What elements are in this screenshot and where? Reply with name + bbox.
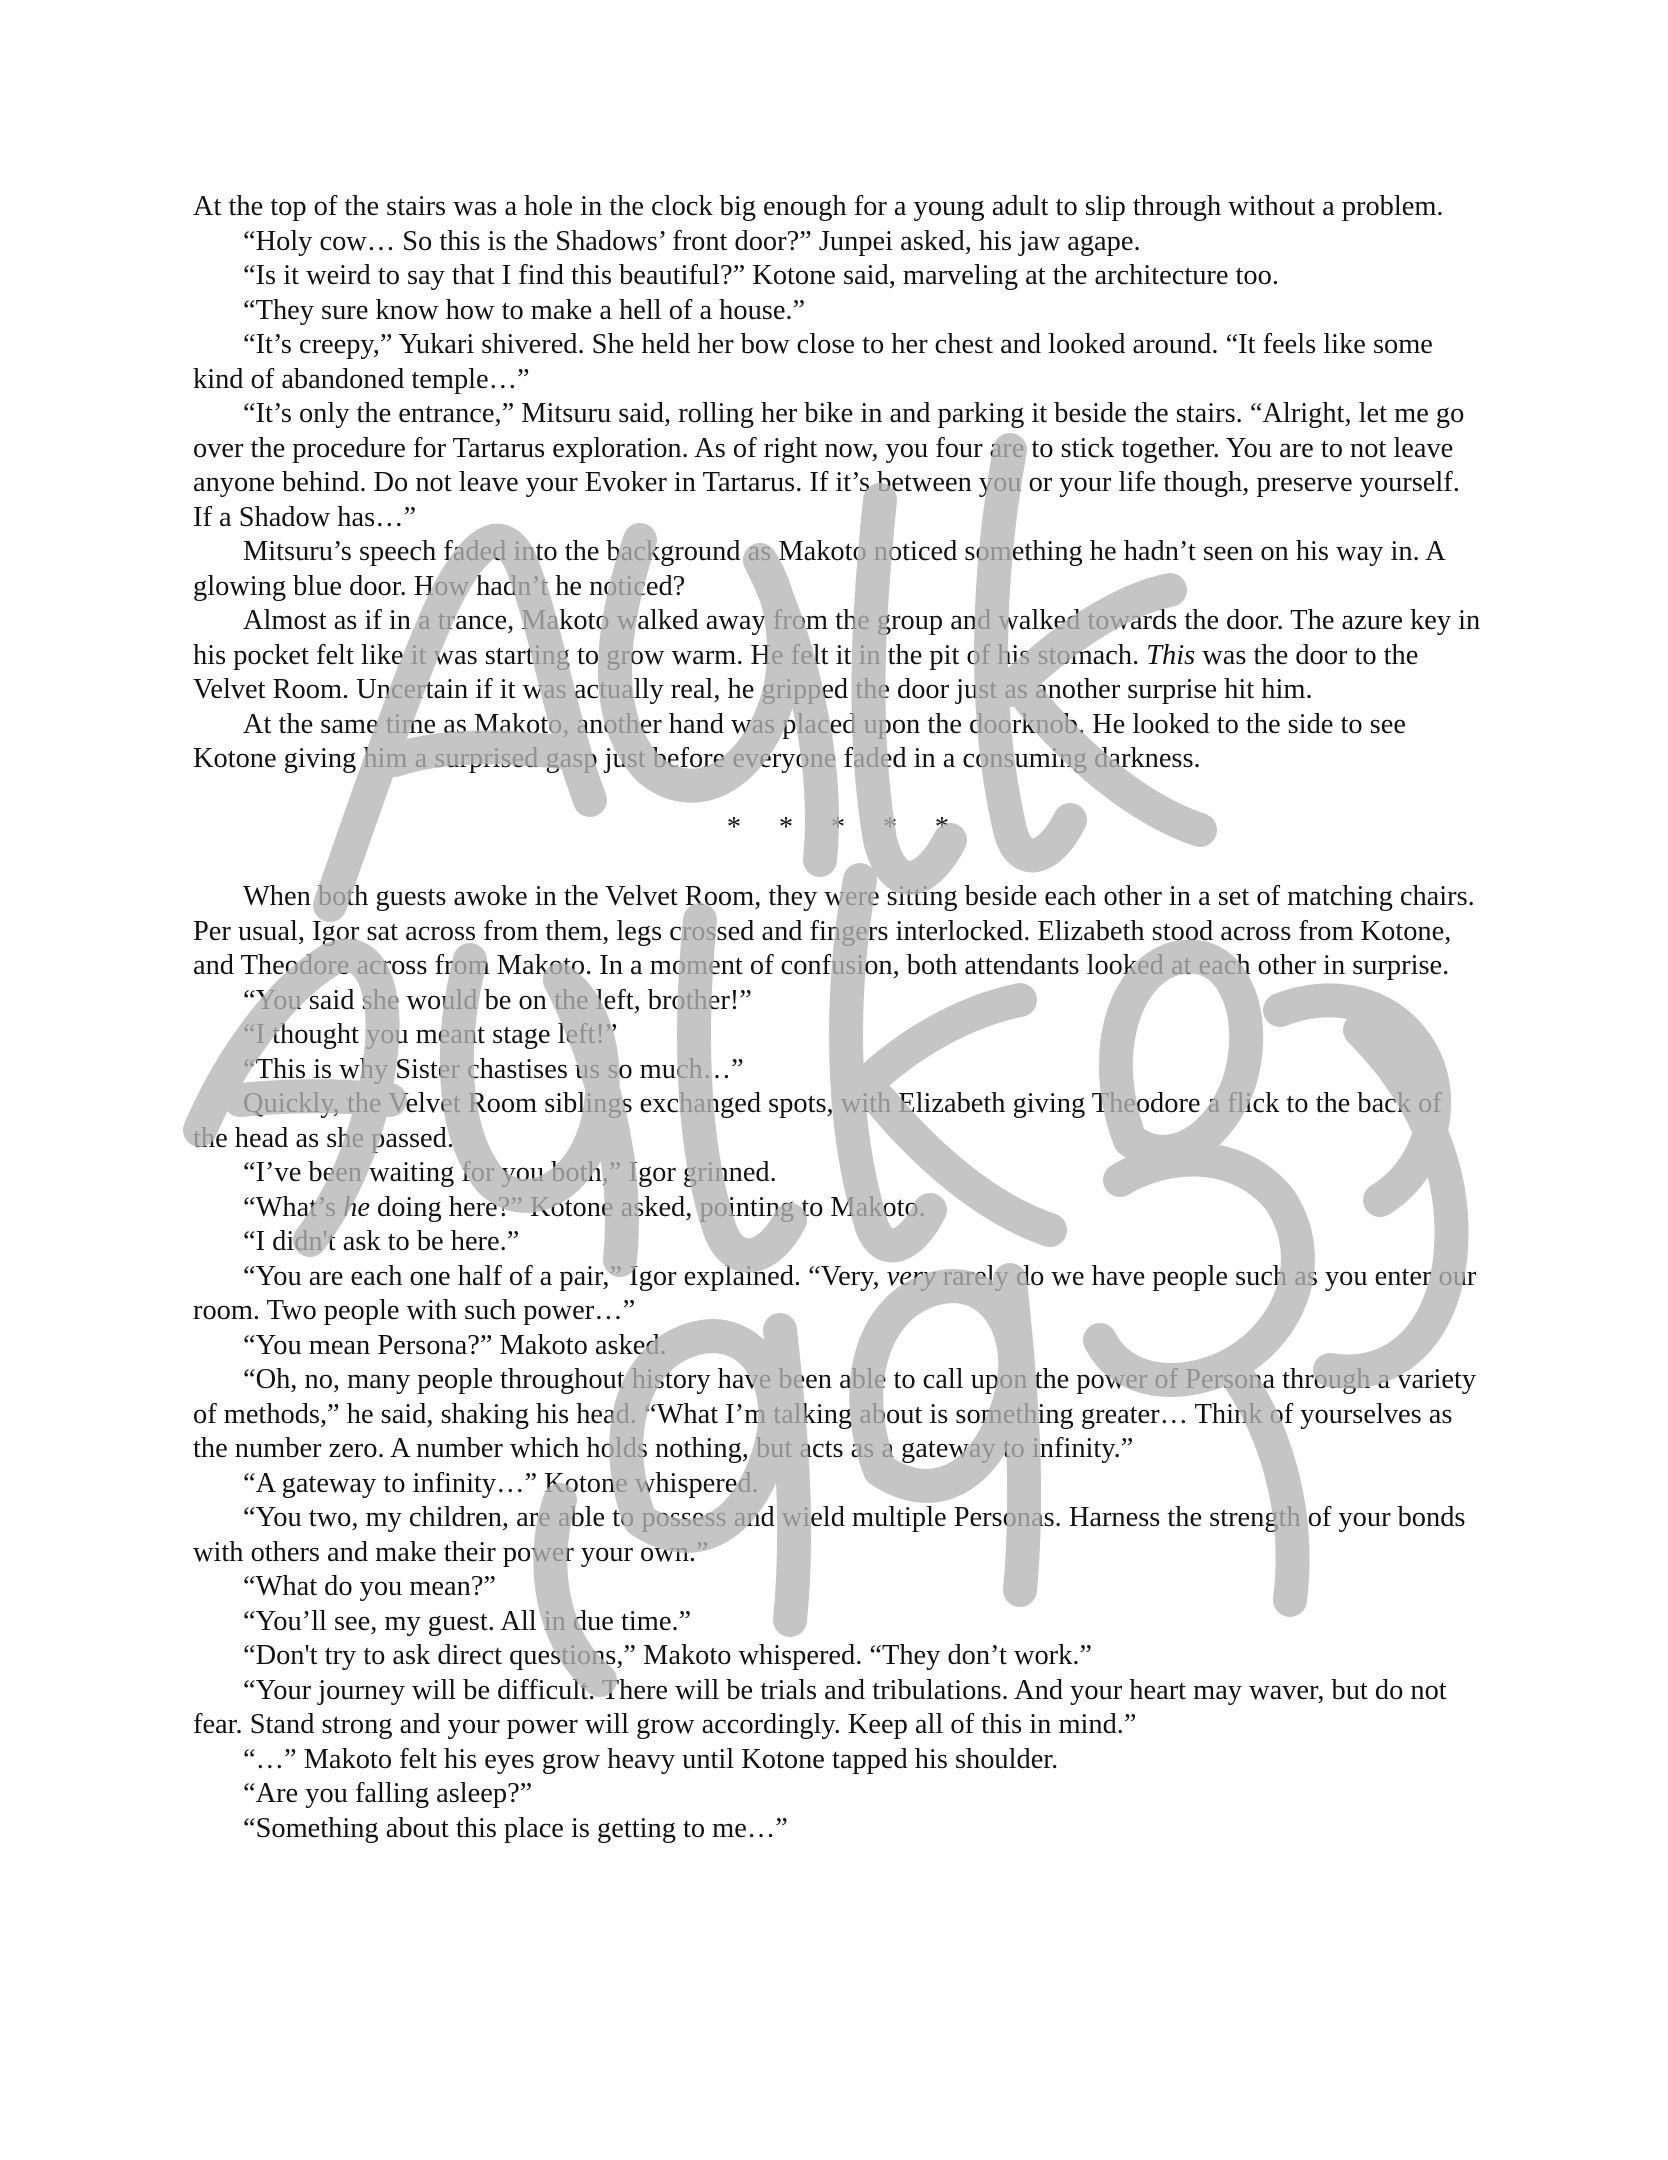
text-run: “What’s (243, 1191, 344, 1223)
paragraph (193, 984, 1483, 1019)
scene-break (193, 811, 1483, 846)
paragraph (193, 1674, 1483, 1743)
paragraph (193, 328, 1483, 397)
text-run: “You two, my children, are able to possess and wield multiple Personas. Harness the strength of your bonds with others and make their power your own.” (193, 1502, 1466, 1568)
paragraph (193, 1812, 1483, 1847)
paragraph (193, 1743, 1483, 1778)
text-run: “You’ll see, my guest. All in due time.” (243, 1605, 692, 1637)
paragraph (193, 1329, 1483, 1364)
text-run: At the same time as Makoto, another hand was placed upon the doorknob. He looked to the side to see Kotone giving him a surprised gasp just before everyone faded in a consuming darkness. (193, 708, 1406, 774)
text-run: rarely do we have people such as you enter our room. Two people with such power…” (193, 1260, 1477, 1326)
text-run: “Oh, no, many people throughout history have been able to call upon the power of Persona through a variety of methods,” he said, shaking his head. “What I’m talking about is something greater… Think of yourselves as the number zero. A number which holds nothing, but acts as a gateway to infinity.” (193, 1364, 1477, 1464)
text-run: doing here?” Kotone asked, pointing to Makoto. (369, 1191, 926, 1223)
text-run: “Holy cow… So this is the Shadows’ front door?” Junpei asked, his jaw agape. (243, 225, 1141, 257)
text-run: “Your journey will be difficult. There will be trials and tribulations. And your heart may waver, but do not fear. Stand strong and your power will grow accordingly. Keep all of this in mind.” (193, 1674, 1447, 1740)
text-run: “You mean Persona?” Makoto asked. (243, 1329, 667, 1361)
text-run: “I’ve been waiting for you both,” Igor grinned. (243, 1157, 777, 1188)
paragraph (193, 1156, 1483, 1191)
paragraph (193, 1260, 1483, 1329)
paragraph (193, 1501, 1483, 1570)
story-text (193, 190, 1483, 1846)
paragraph (193, 1225, 1483, 1260)
text-run: “Something about this place is getting to me…” (243, 1812, 788, 1844)
paragraph (193, 259, 1483, 294)
paragraph (193, 1570, 1483, 1605)
scene-break-star: * (882, 811, 898, 843)
paragraph (193, 225, 1483, 260)
text-run: Quickly, the Velvet Room siblings exchanged spots, with Elizabeth giving Theodore a flick to the back of the head as she passed. (193, 1088, 1442, 1154)
paragraph (193, 1018, 1483, 1053)
paragraph (193, 708, 1483, 777)
paragraph (193, 1053, 1483, 1088)
text-run: “This is why Sister chastises us so much…” (243, 1053, 744, 1085)
paragraph (193, 535, 1483, 604)
paragraph (193, 1363, 1483, 1467)
paragraph (193, 880, 1483, 984)
text-run: “What do you mean?” (243, 1571, 497, 1602)
text-run: “It’s creepy,” Yukari shivered. She held her bow close to her chest and looked around. “It feels like some kind of abandoned temple…” (193, 329, 1433, 395)
text-run: Mitsuru’s speech faded into the background as Makoto noticed something he hadn’t seen on his way in. A glowing blue door. How hadn’t he noticed? (193, 536, 1445, 602)
scene-break-star: * (778, 811, 794, 843)
scene-break-star: * (830, 811, 846, 843)
text-run: At the top of the stairs was a hole in the clock big enough for a young adult to slip through without a problem. (193, 191, 1444, 222)
section-before-break (193, 190, 1483, 777)
scene-break-star: * (934, 811, 950, 843)
text-run: “A gateway to infinity…” Kotone whispered. (243, 1467, 759, 1499)
text-run: “…” Makoto felt his eyes grow heavy until Kotone tapped his shoulder. (243, 1743, 1059, 1775)
text-run: “They sure know how to make a hell of a house.” (243, 294, 806, 326)
section-after-break (193, 880, 1483, 1846)
italic-text: This (1146, 639, 1196, 671)
paragraph (193, 190, 1483, 225)
text-run: “You said she would be on the left, brother!” (243, 984, 752, 1016)
scene-break-star: * (726, 811, 742, 843)
text-run: When both guests awoke in the Velvet Room, they were sitting beside each other in a set of matching chairs. Per usual, Igor sat across from them, legs crossed and fingers interlocked. Elizabeth stood across from Kotone, and Theodore across from Makoto. In a moment of confusion, both attendants looked at each other in surprise. (193, 881, 1475, 981)
paragraph (193, 604, 1483, 708)
text-run: “Are you falling asleep?” (243, 1778, 533, 1809)
text-run: “Is it weird to say that I find this beautiful?” Kotone said, marveling at the architecture too. (243, 260, 1279, 291)
paragraph (193, 294, 1483, 329)
text-run: “I didn't ask to be here.” (243, 1226, 520, 1257)
italic-text: he (343, 1191, 370, 1223)
paragraph (193, 1087, 1483, 1156)
text-run: “You are each one half of a pair,” Igor explained. “Very, (243, 1260, 887, 1292)
text-run: Almost as if in a trance, Makoto walked away from the group and walked towards the door. The azure key in his pocket felt like it was starting to grow warm. He felt it in the pit of his stomach. (193, 605, 1481, 671)
paragraph (193, 1605, 1483, 1640)
text-run: “Don't try to ask direct questions,” Makoto whispered. “They don’t work.” (243, 1640, 1093, 1671)
paragraph (193, 1639, 1483, 1674)
paragraph (193, 397, 1483, 535)
italic-text: very (886, 1260, 936, 1292)
text-run: “I thought you meant stage left!” (243, 1019, 618, 1050)
text-run: “It’s only the entrance,” Mitsuru said, rolling her bike in and parking it beside the stairs. “Alright, let me go over the procedure for Tartarus exploration. As of right now, you four are to stick together. You are to not leave anyone behind. Do not leave your Evoker in Tartarus. If it’s between you or your life though, preserve yourself. If a Shadow has…” (193, 398, 1465, 533)
text-run: was the door to the Velvet Room. Uncertain if it was actually real, he gripped the door just as another surprise hit him. (193, 639, 1419, 705)
paragraph (193, 1467, 1483, 1502)
paragraph (193, 1191, 1483, 1226)
paragraph (193, 1777, 1483, 1812)
